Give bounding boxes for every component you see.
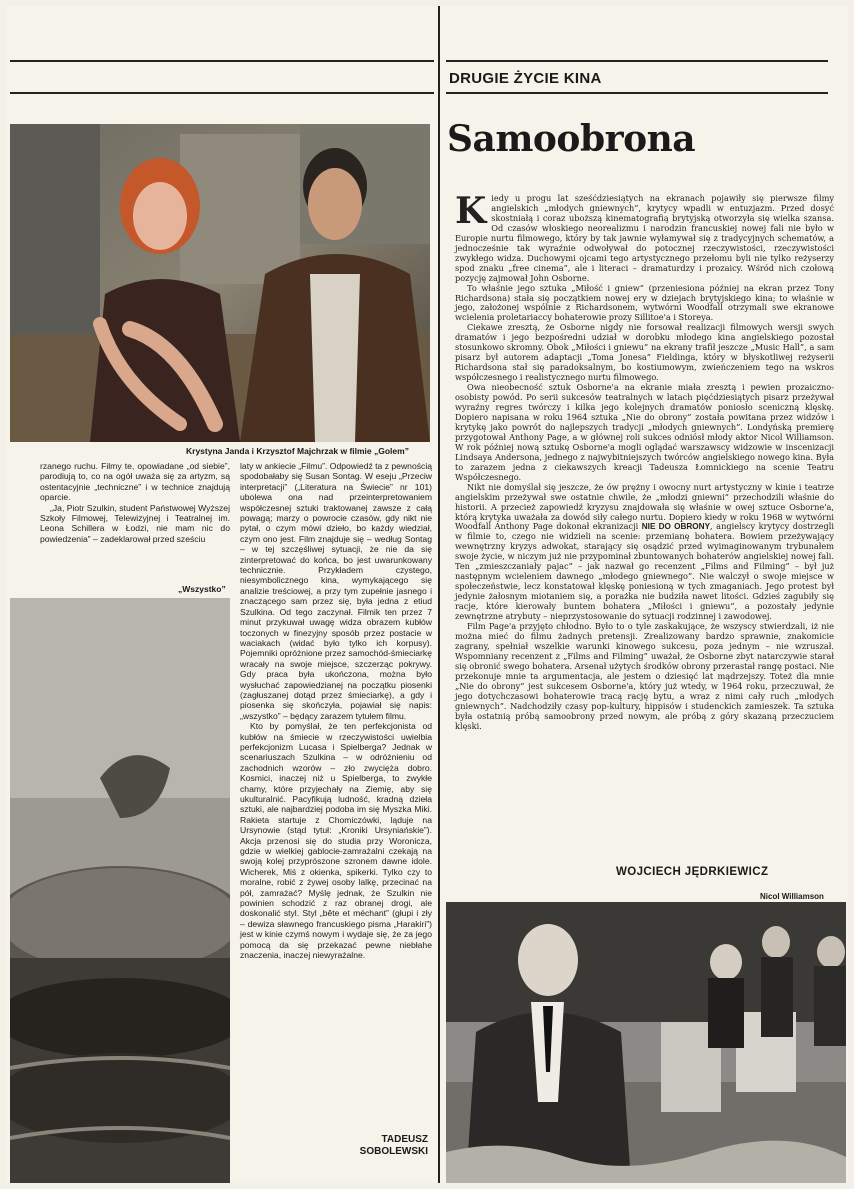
top-rule-right-2: [446, 92, 828, 94]
middle-author-line-2: SOBOLEWSKI: [359, 1146, 428, 1157]
left-intro-column: [40, 461, 230, 544]
middle-paragraph-1: laty w ankiecie „Filmu”. Odpowiedź ta z pewnością spodobałaby się Susan Sontag. W eseju „Przeciw interpretacji” („Literatura na Świecie” nr 101) ubolewa ona nad przeinterpretowaniem współczesnej sztuki traktowanej zawsze z całą powagą; marzy o powrocie czasów, gdy nikt nie pytał, o czym mówi dzieło, bo każdy wiedział, czym ono jest. Film znajduje się – według Sontag – w tej szczęśliwej sytuacji, że nie da się zinterpretować do końca, bo jest uwarunkowany technicznie. Przykładem czystego, niesymbolicznego kina, wymykającego się analizie treściowej, a przy tym zupełnie jasnego i znaczącego sam przez się, była jedna z etiud Szulkina. Od tego zaczynał. Filmik ten przez 7 minut przykuwał uwagę widza obrazem kubłów toczonych w finezyjny sposób przez postacie w waciakach (widać było tylko ich korpusy). Pojemniki opróżnione przez samochód-śmieciarkę wracały na swoje miejsce, szczerząc pokrywy. Gdy praca była ukończona, można było wysłuchać zapowiedzianej na początku piosenki (zagłuszanej dotąd przez śmieciarkę), a gdy i piosenka się skończyła, pojawiał się napis: „wszystko” – będący zarazem tytułem filmu.: [240, 461, 433, 721]
middle-column: [240, 461, 432, 961]
golem-photo: [10, 124, 430, 442]
article-paragraph-3: Ciekawe zresztą, że Osborne nigdy nie forsował realizacji filmowych wersji swych dramatów i jego bezpośredni udział w dorobku młodego kina angielskiego pozostał stosunkowo skromny. Obok „Miłości i gniewu” na ekrany trafił jeszcze „Music Hall”, a sam pisarz był autorem adaptacji „Toma Jonesa” Fieldinga, który w błyskotliwej reżyserii Richardsona stał się paradoksalnym, bo kostiumowym, zwieńczeniem tego na wskros współczesnego i realistycznego nurtu filmowego.: [455, 322, 834, 383]
top-rule-right-1: [446, 60, 828, 62]
article-body: [455, 190, 834, 731]
column-divider: [438, 6, 440, 1183]
article-paragraph-5: Nikt nie domyślał się jeszcze, że ów prężny i owocny nurt artystyczny w kinie i teatrze angielskim przeżywał swe ostatnie chwile, że „młodzi gniewni” przechodzili właśnie do historii. A przecież zapowiedź kryzysu znajdowała się właśnie w owej sztuce Osborne'a, którą krytyka uważała za dowód siły całego nurtu. Dopiero kiedy w roku 1968 w wytwórni Woodfall Anthony Page dokonał ekranizacji NIE DO OBRONY, angielscy krytycy dostrzegli w filmie to, czego nie widzieli na scenie: przemianę bohatera. Bowiem przeżywający wewnętrzny kryzys adwokat, starający się osądzić przed wyimaginowanym trybunałem swoje życie, w niczym już nie przypominał zbuntowanych bohaterów angielskiej nowej fali. Ten „zmieszczaniały pajac” – jak nazwał go recenzent „Films and Filming” – był już następnym wcieleniem dawnego „młodego gniewnego”. Nie walczył o swoje miejsce w społeczeństwie, lecz konstatował klęskę poniesioną w tych zmaganiach. Jego protest był jedynie żałosnym miotaniem się, a porażka nie budziła nawet litości. Gdzieś zagubiły się racje, które kierowały buntem bohatera „Miłości i gniewu”, a pozostały jedynie zewnętrzne atrybuty – nieprzystosowanie do sytuacji rodzinnej i zawodowej.: [455, 481, 834, 622]
article-paragraph-1: [455, 190, 834, 284]
article-title: Samoobrona: [447, 118, 696, 160]
photo-caption-right: Nicol Williamson: [760, 892, 824, 901]
article-paragraph-2: To właśnie jego sztuka „Miłość i gniew” (przeniesiona później na ekran przez Tony Richardsona) stała się początkiem nowej ery w dziejach brytyjskiego kina; to właśnie w jego, założonej wspólnie z Richardsonem, wytwórni Woodfall otrzymali swe ekranowe wcielenia proletariaccy bohaterowie prozy Sillitoe'a i Storeya.: [455, 282, 834, 323]
article-highlight: NIE DO OBRONY: [641, 522, 711, 532]
magazine-page: [6, 6, 848, 1183]
article-paragraph-4: Owa nieobecność sztuk Osborne'a na ekranie miała zresztą i pewien prozaiczno-osobisty powód. Po serii sukcesów teatralnych w latach pięćdziesiątych pisarz przeżywał wyraźny regres twórczy i kilka jego kolejnych dramatów poniosło sceniczną klęskę. Dopiero napisana w roku 1964 sztuka „Nie do obrony” została powitana przez widzów i krytykę jako powrót do najlepszych tradycji „młodych gniewnych”. Londyńską premierę przygotował Anthony Page, a w głównej roli sukces odniósł młody aktor Nicol Williamson. W rok później nową sztukę Osborne'a mogli oglądać warszawscy widzowie w inscenizacji Lindsaya Andersona, jednego z najwybitniejszych twórców angielskiego nowego kina. Była to zarazem jedna z ciekawszych kreacji Tadeusza Łomnickiego na scenie Teatru Współczesnego.: [455, 382, 834, 482]
trash-bin-photo: [10, 598, 230, 1183]
left-intro-paragraph-1: rzanego ruchu. Filmy te, opowiadane „od siebie”, parodiują to, co na ogół uważa się za artyzm, są ostentacyjnie „techniczne” i w technice znajdują oparcie.: [40, 461, 230, 503]
left-source-label: „Wszystko”: [178, 584, 226, 594]
article-author: WOJCIECH JĘDRKIEWICZ: [616, 866, 769, 878]
middle-paragraph-2: Kto by pomyślał, że ten perfekcjonista od kubłów na śmiecie w rzeczywistości uwielbia perfekcjonizm Lucasa i Spielberga? Jednak w scenariuszach Szulkina – w odróżnieniu od zachodnich wzorów – zło zwycięża dobro. Kosmici, inaczej niż u Spielberga, to zwykłe chamy, które przyjechały na Ziemię, aby się ukulturalnić. Pacyfikują ludność, kradną dzieła sztuki, ale najbardziej podoba im się Myszka Miki. Rakieta startuje z Chomiczówki, ląduje na Ursynowie (stąd tytuł: „Kroniki Ursyniańskie”). Akcja przenosi się do studia przy Woronicza, gdzie w wielkiej gablocie-zamrażalni czekają na swoją kolej przyprószone szronem dawne idole. Wicherek, Miś z okienka, spikerki. Tylko czy to moralne, robić z żywej osoby lalkę, przecinać na pół, zamrażać? Myślę jednak, że Szulkin nie powinien schodzić z raz obranej drogi, ale doskonalić styl. Styl „bête et méchant” (głupi i zły – dewiza sławnego francuskiego pisma „Harakiri”) jest w kinie czymś nowym i wydaje się, że za jego pomocą da się przekazać pewne niebłahe znaczenia, inaczej niewyrażalne.: [240, 721, 432, 961]
article-paragraph-6: Film Page'a przyjęto chłodno. Było to o tyle zaskakujące, że wszyscy stwierdzali, iż nie można mieć do filmu żadnych pretensji. Zrealizowany bardzo sprawnie, znakomicie zagrany, spełniał wszelkie warunki kinowego sukcesu, poza jednym – nie wzruszał. Wspomniany recenzent z „Films and Filming” uważał, że Osborne zbyt natarczywie starał się obronić swego bohatera. Arsenał użytych środków obrony przerastał rangę postaci. Nie przekonuje mnie ta argumentacja, ale jestem o dziesięć lat mądrzejszy. Toteż dla mnie „Nie do obrony” jest sukcesem Osborne'a, który już wtedy, w 1964 roku, przeczuwał, że jego dotychczasowi bohaterowie tracą rację bytu, a wraz z nimi cały ruch „młodych gniewnych”. Nadchodziły czasy pop-kultury, hippisów i studenckich zamieszek. Ta sztuka była ostatnią próbą samoobrony przed nowym, ale próbą z góry skazaną przeczuciem klęski.: [455, 620, 834, 731]
middle-author: [336, 1134, 428, 1158]
williamson-photo: [446, 902, 846, 1183]
article-dropcap: K: [455, 190, 487, 232]
top-rule-left-1: [10, 60, 434, 62]
photo-caption-top: Krystyna Janda i Krzysztof Majchrzak w filmie „Golem”: [186, 446, 409, 456]
top-rule-left-2: [10, 92, 434, 94]
left-intro-paragraph-2: „Ja, Piotr Szulkin, student Państwowej Wyższej Szkoły Filmowej, Telewizyjnej i Teatralnej im. Leona Schillera w Łodzi, nie mam nic do powiedzenia” – zadeklarował przed sześciu: [40, 502, 230, 544]
section-label: DRUGIE ŻYCIE KINA: [449, 70, 602, 87]
middle-author-line-1: TADEUSZ: [381, 1134, 428, 1145]
article-paragraph-1-text: iedy u progu lat sześćdziesiątych na ekranach pojawiły się pierwsze filmy angielskich „młodych gniewnych”, krytycy wpadli w entuzjazm. Przed dosyć skostniałą i coraz uboższą kinematografią brytyjską otworzyła się wielka szansa. Od czasów włoskiego neorealizmu i narodzin francuskiej nowej fali nie było w Europie nurtu filmowego, który by tak jawnie wyłamywał się z tradycyjnych schematów, a jednocześnie tak wyraźnie odwoływał do potocznej rzeczywistości, rzeczywistości zwykłego widza. Duchowymi ojcami tego artystycznego przełomu byli nie tylko reżyserzy spod znaku „free cinema”, ale i literaci – dramaturdzy i prozaicy. Wśród nich czołową pozycję zajmował John Osborne.: [455, 193, 834, 283]
